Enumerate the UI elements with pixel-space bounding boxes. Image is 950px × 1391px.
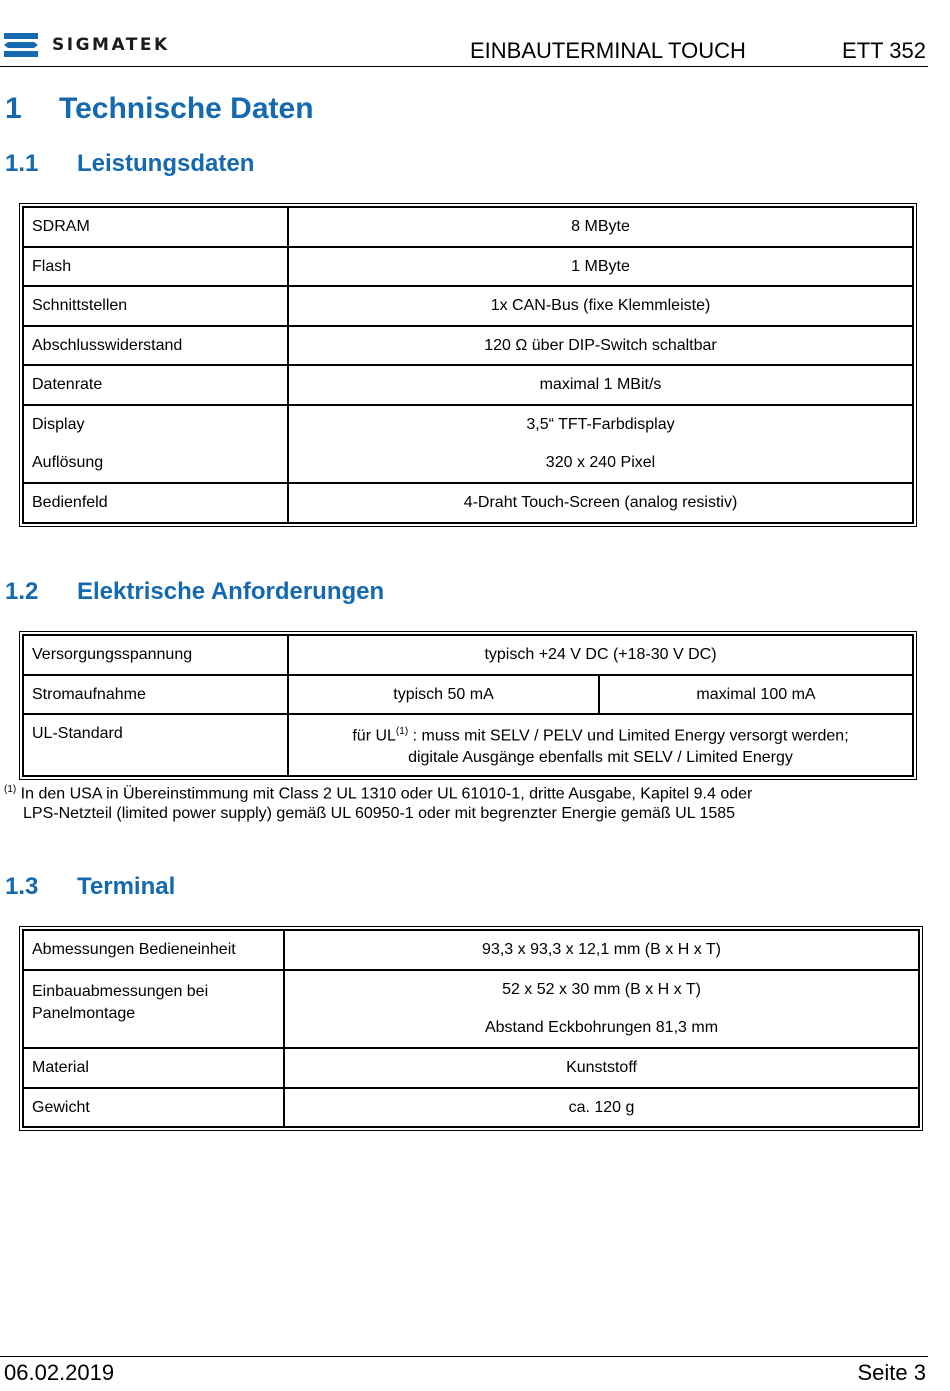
table-row [23,286,913,326]
display-value: 3,5“ TFT-Farbdisplay [526,416,675,433]
page-number: Seite 3 [857,1360,926,1385]
header-divider [0,66,928,67]
row-value: ca. 120 g [284,1088,919,1127]
row-value: 120 Ω über DIP-Switch schaltbar [288,326,913,365]
row-value-maximum: maximal 100 mA [599,675,913,714]
table-row [23,930,919,970]
row-label: Material [23,1048,284,1088]
section-number: 1.3 [5,873,39,900]
row-label [23,405,288,483]
resolution-label: Auflösung [32,454,104,471]
section-heading-leistungsdaten [5,150,254,178]
row-value [288,714,913,776]
footer-date: 06.02.2019 [4,1360,115,1385]
footnote-line-1: In den USA in Übereinstimmung mit Class 2 UL 1310 oder UL 61010-1, dritte Ausgabe, Kapitel 9.4 oder [16,785,753,803]
row-label: Abmessungen Bedieneinheit [23,930,284,970]
row-value: 1x CAN-Bus (fixe Klemmleiste) [288,286,913,326]
table-row [23,714,913,776]
row-label: Schnittstellen [23,286,288,326]
terminal-table [19,926,923,1131]
section-title: Terminal [77,873,176,900]
table-row [23,1048,919,1088]
footnote [4,780,752,824]
row-label: Versorgungsspannung [23,635,288,675]
table-row [23,247,913,286]
ul-prefix: für UL [352,727,396,745]
row-label: Einbauabmessungen bei Panelmontage [23,970,284,1048]
sigmatek-logo [4,33,170,57]
row-value-typical: typisch 50 mA [288,675,599,714]
table-row [23,970,919,1048]
row-label: Abschlusswiderstand [23,326,288,365]
table-row [23,483,913,523]
chapter-title: Technische Daten [59,92,314,125]
footnote-marker: (1) [4,784,17,795]
corner-hole-distance: Abstand Eckbohrungen 81,3 mm [484,1019,719,1036]
row-label: Datenrate [23,365,288,405]
row-label: Bedienfeld [23,483,288,523]
document-id: ETT 352 [842,38,926,63]
brand-name: SIGMATEK [52,35,170,55]
table-row [23,365,913,405]
table-row [23,326,913,365]
row-value: 4-Draht Touch-Screen (analog resistiv) [288,483,913,523]
row-value [288,405,913,483]
row-value: 1 MByte [288,247,913,286]
ul-line-2: digitale Ausgänge ebenfalls mit SELV / Limited Energy [408,749,793,767]
leistungsdaten-table [19,203,917,527]
row-label: Gewicht [23,1088,284,1127]
row-value [284,970,919,1048]
section-title: Leistungsdaten [77,150,255,177]
table-row [23,405,913,483]
mounting-dimensions: 52 x 52 x 30 mm (B x H x T) [502,981,701,998]
ul-line-1 [297,721,904,747]
section-heading-terminal [5,873,175,901]
ul-text: : muss mit SELV / PELV und Limited Energy versorgt werden; [408,727,849,745]
footnote-ref: (1) [395,726,409,737]
row-label: Stromaufnahme [23,675,288,714]
row-value: maximal 1 MBit/s [288,365,913,405]
table-row [23,635,913,675]
resolution-value: 320 x 240 Pixel [545,454,656,471]
section-number: 1.1 [5,150,39,177]
section-number: 1.2 [5,578,39,605]
footer-divider [0,1356,928,1357]
section-title: Elektrische Anforderungen [77,578,385,605]
row-value: Kunststoff [284,1048,919,1088]
table-row [23,207,913,247]
row-label: UL-Standard [23,714,288,776]
display-label: Display [32,416,85,433]
row-value: typisch +24 V DC (+18-30 V DC) [288,635,913,675]
table-row [23,1088,919,1127]
page-header [0,0,950,68]
table-row [23,675,913,714]
section-heading-elektrische-anforderungen [5,578,384,606]
row-value: 8 MByte [288,207,913,247]
row-value: 93,3 x 93,3 x 12,1 mm (B x H x T) [284,930,919,970]
footnote-line-2: LPS-Netzteil (limited power supply) gemäß UL 60950-1 oder mit begrenzter Energie gemäß UL 1585 [23,805,736,823]
document-title: EINBAUTERMINAL TOUCH [470,38,746,63]
sigmatek-s-icon [4,33,38,57]
row-label: SDRAM [23,207,288,247]
chapter-number: 1 [5,92,22,125]
elektrische-anforderungen-table [19,631,917,780]
row-label: Flash [23,247,288,286]
chapter-heading [5,92,314,126]
